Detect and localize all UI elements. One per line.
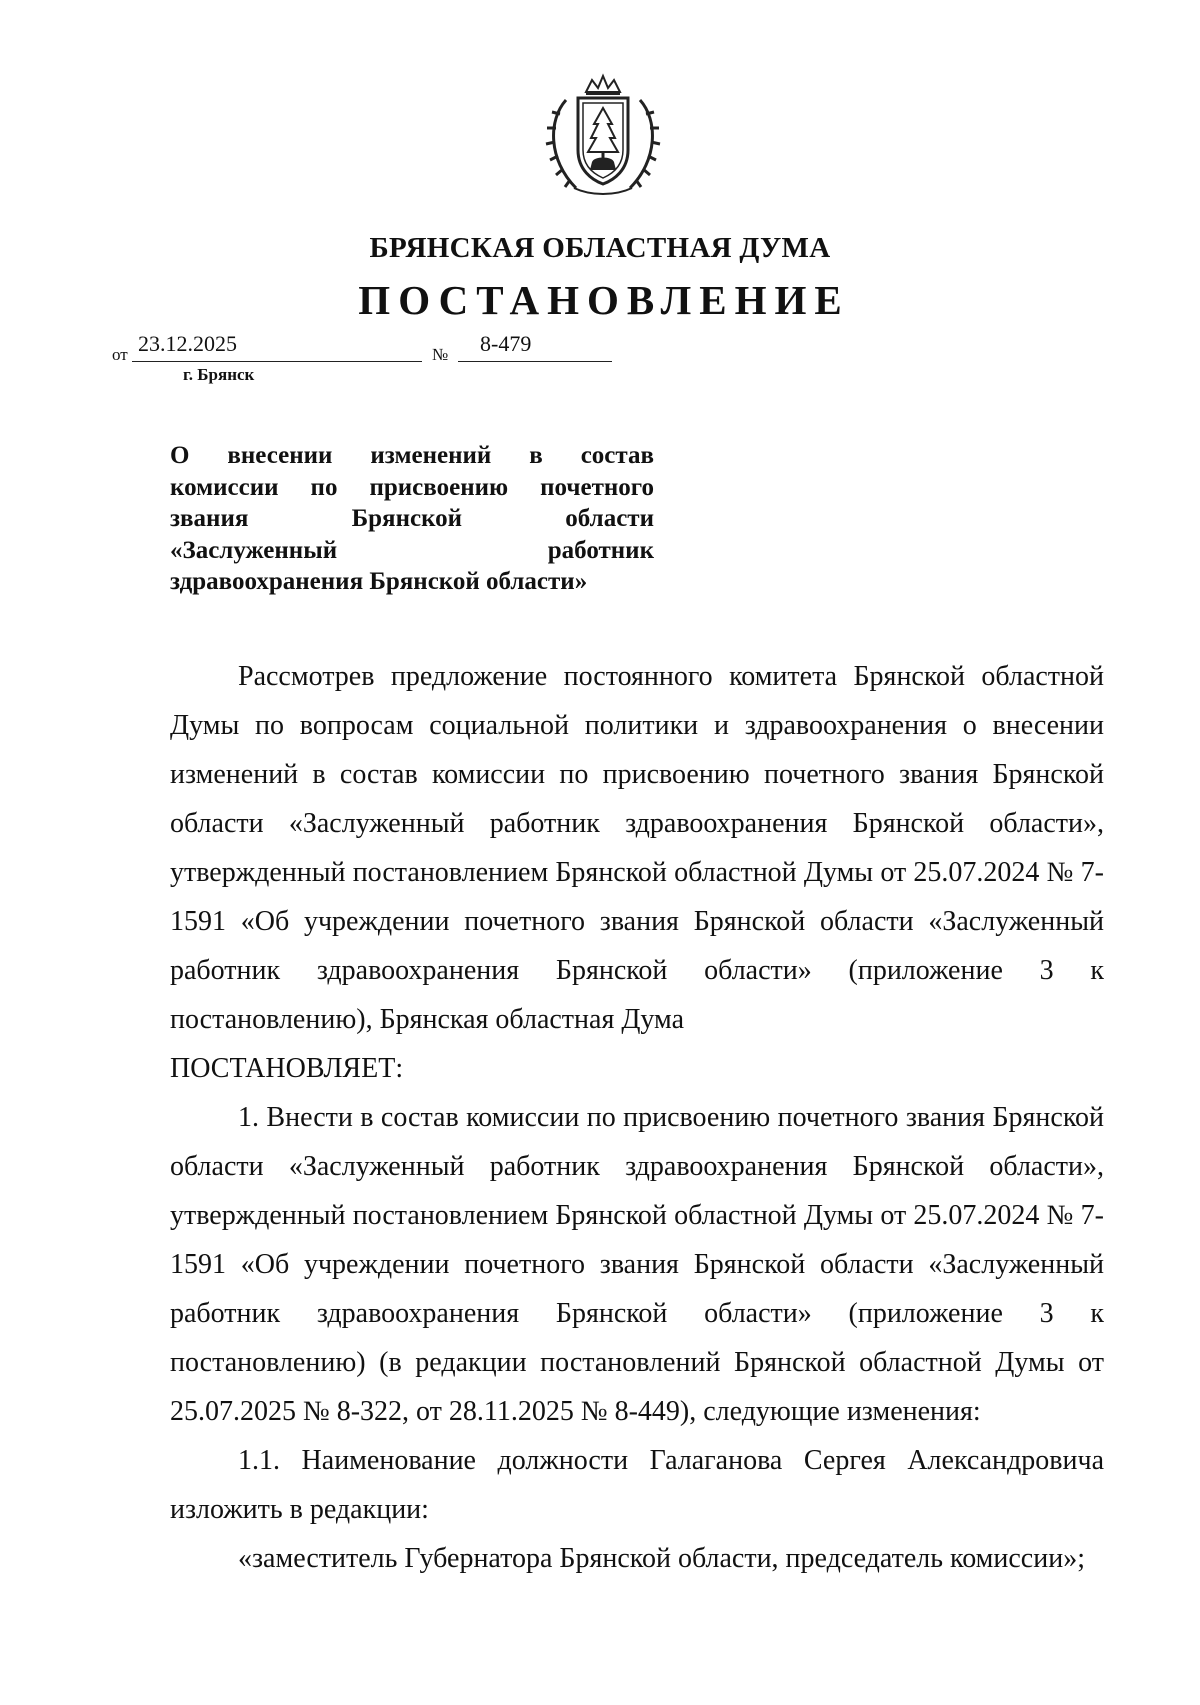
date-label: от	[112, 345, 128, 364]
number-label: №	[432, 345, 449, 364]
item-1-1-paragraph: 1.1. Наименование должности Галаганова Сергея Александровича изложить в редакции:	[170, 1445, 1104, 1525]
document-meta	[112, 331, 612, 364]
document-date: 23.12.2025	[138, 331, 237, 356]
coat-of-arms-icon	[536, 70, 670, 200]
document-city: г. Брянск	[183, 365, 255, 384]
resolves-heading: ПОСТАНОВЛЯЕТ:	[170, 1053, 404, 1084]
document-type-title: ПОСТАНОВЛЕНИЕ	[358, 277, 850, 323]
preamble-paragraph: Рассмотрев предложение постоянного комитета Брянской областной Думы по вопросам социальной политики и здравоохранения о внесении изменений в состав комиссии по присвоению почетного звания Брянской области «Заслуженный работник здравоохранения Брянской области», утвержденный постановлением Брянской областной Думы от 25.07.2024 № 7-1591 «Об учреждении почетного звания Брянской области «Заслуженный работник здравоохранения Брянской области» (приложение 3 к постановлению), Брянская областная Дума	[170, 661, 1104, 1035]
item-1-1-new-text: «заместитель Губернатора Брянской области, председатель комиссии»;	[238, 1543, 1085, 1574]
document-body	[170, 652, 1104, 1583]
organization-title: БРЯНСКАЯ ОБЛАСТНАЯ ДУМА	[369, 232, 831, 264]
subject-line: здравоохранения Брянской области»	[170, 568, 588, 595]
subject-line: «Заслуженный работник	[170, 536, 654, 564]
document-number: 8-479	[480, 331, 532, 356]
document-subject	[170, 440, 654, 598]
subject-line: комиссии по присвоению почетного	[170, 473, 654, 501]
subject-line: звания Брянской области	[170, 505, 654, 532]
item-1-paragraph: 1. Внести в состав комиссии по присвоению почетного звания Брянской области «Заслуженный работник здравоохранения Брянской области», утвержденный постановлением Брянской областной Думы от 25.07.2024 № 7-1591 «Об учреждении почетного звания Брянской области «Заслуженный работник здравоохранения Брянской области» (приложение 3 к постановлению) (в редакции постановлений Брянской областной Думы от 25.07.2025 № 8-322, от 28.11.2025 № 8-449), следующие изменения:	[170, 1102, 1104, 1427]
subject-line: О внесении изменений в состав	[170, 442, 654, 469]
